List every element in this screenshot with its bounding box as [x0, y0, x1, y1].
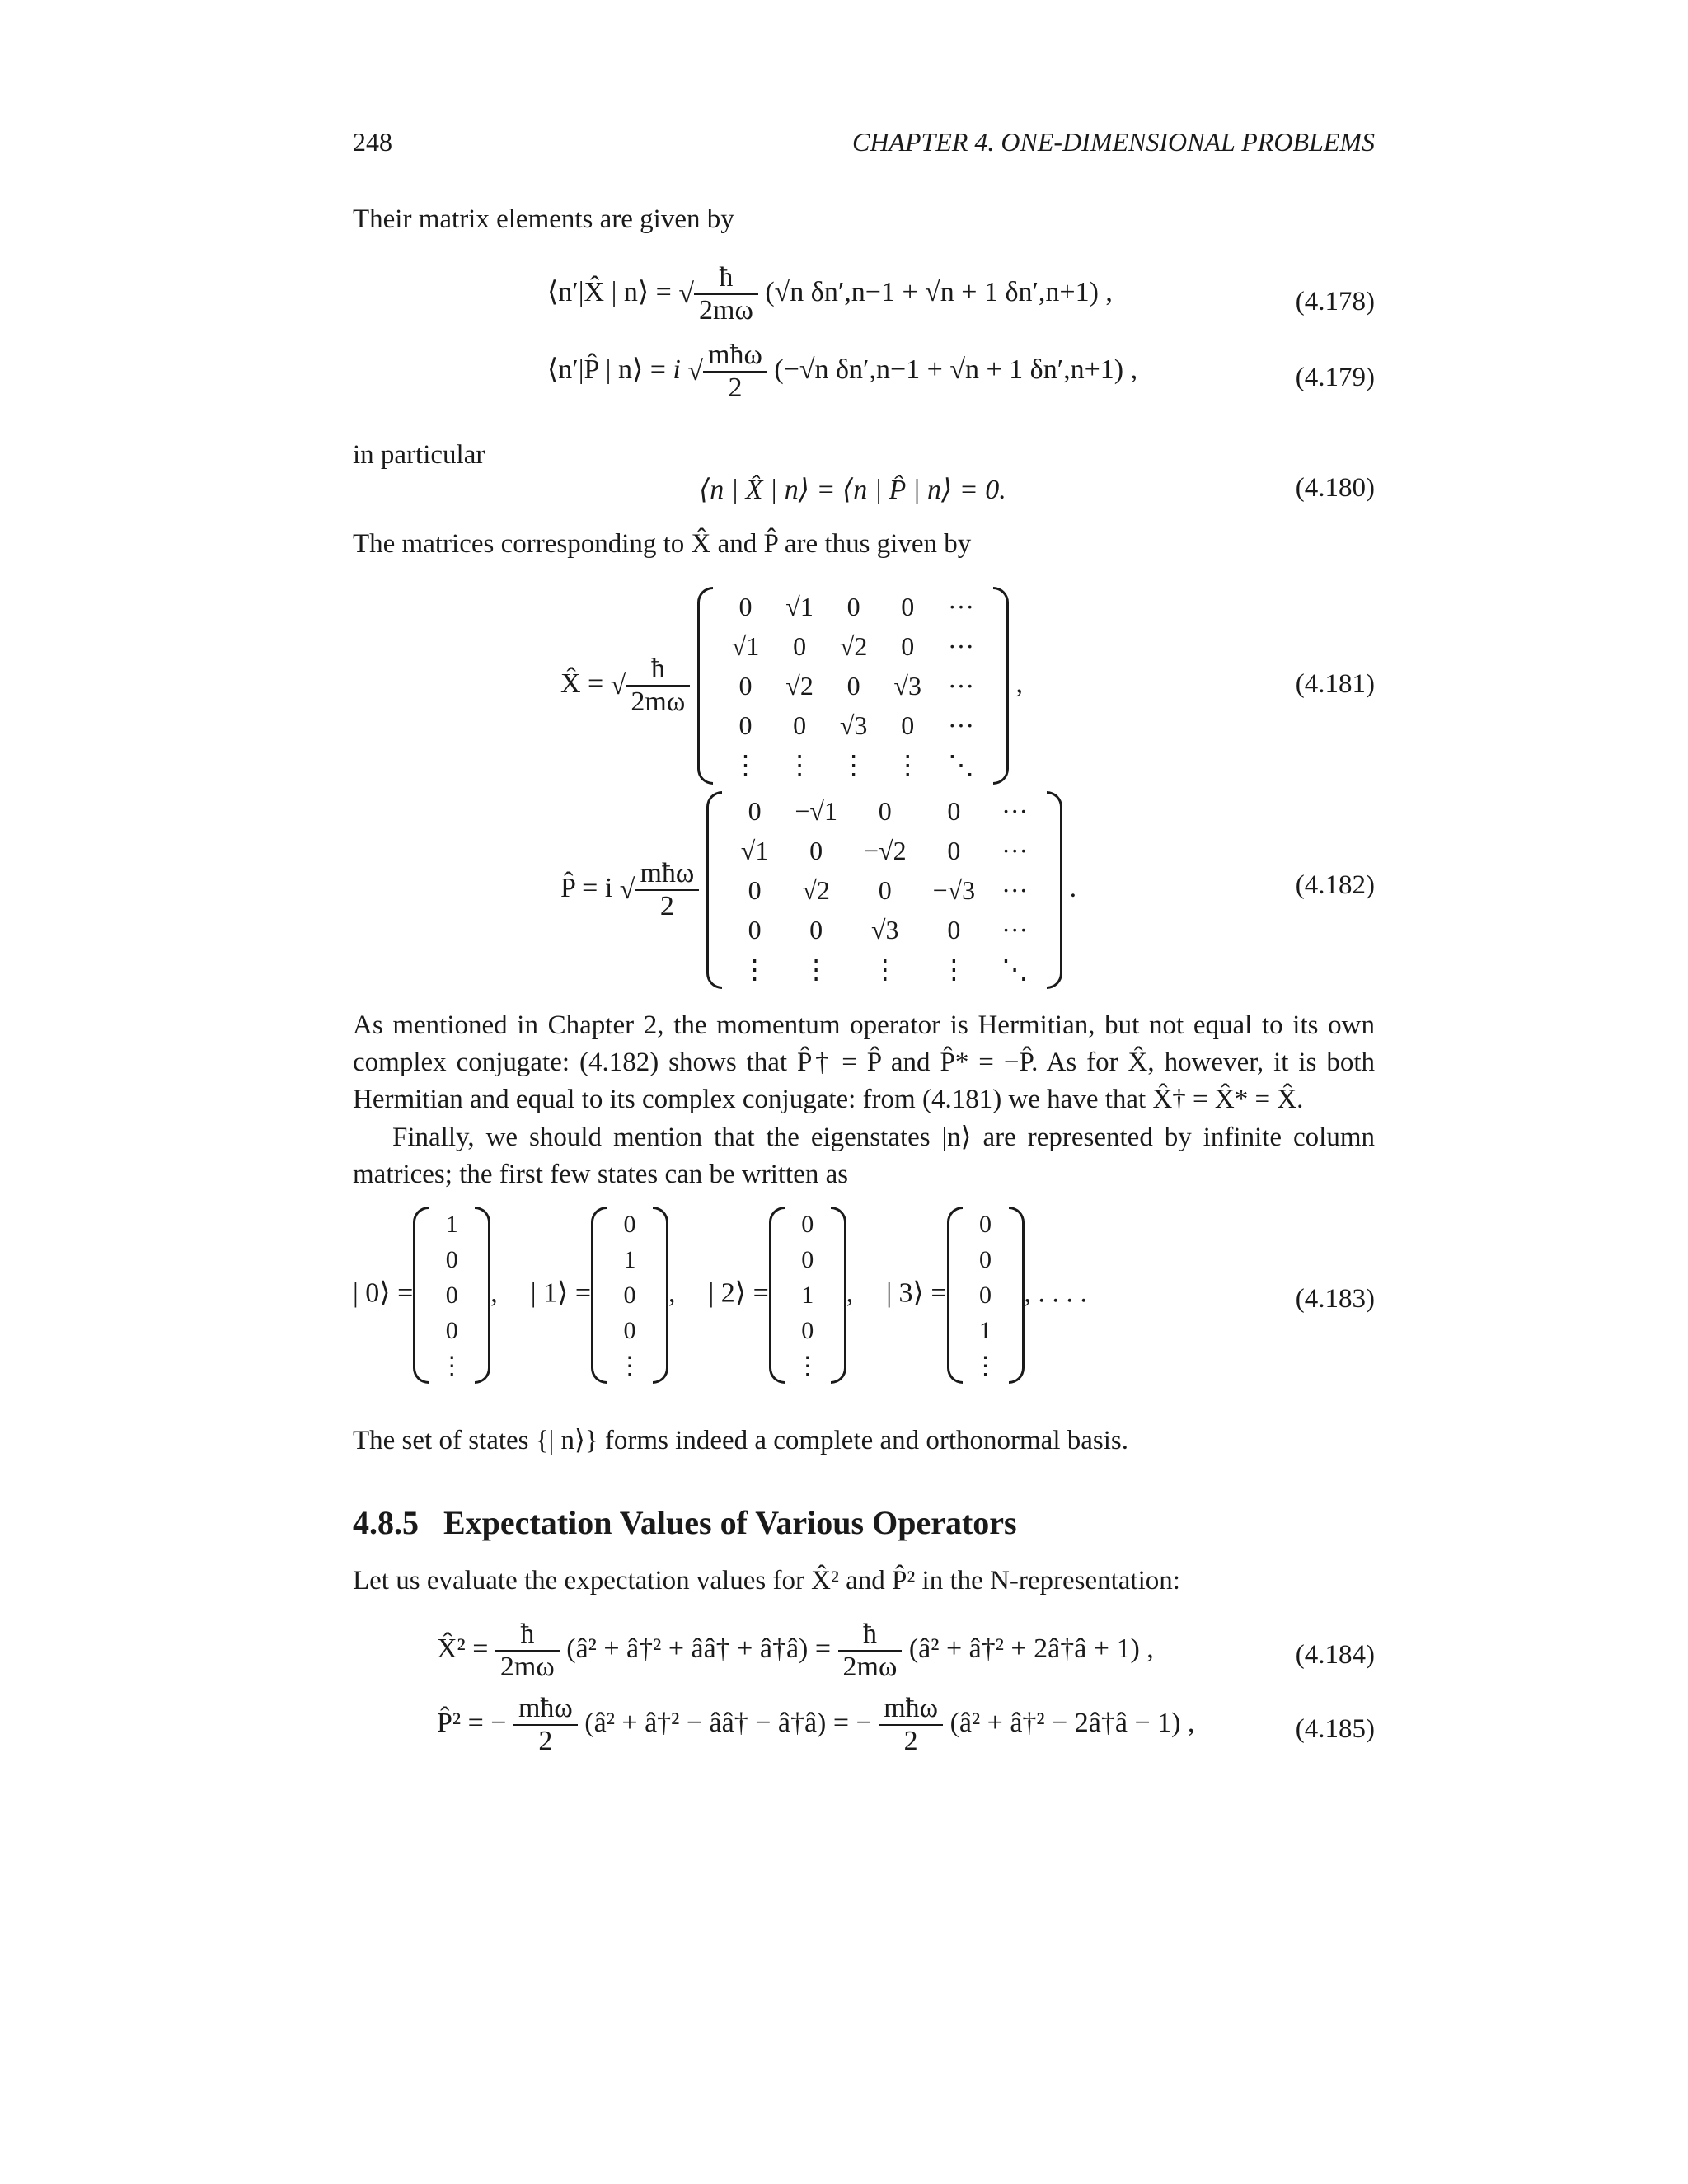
equation-4-181: X̂ = √ $\frac{ħ}{2m\omega}$ 0 √1 0 0 ··· √1 0 √2 0 ··· 0 √2 0 √3 ··· 0 0 √3 0 ··· ⋮ ⋮ ⋮ ⋮ ⋱ ,: [560, 587, 1023, 785]
matrix-x: [697, 587, 1009, 785]
matrix-cell: −√1: [795, 795, 837, 826]
matrix-cell: 0: [748, 795, 762, 826]
equation-number: (4.178): [1295, 287, 1375, 316]
column-vector: [591, 1207, 668, 1384]
matrix-cell: ···: [1001, 914, 1029, 944]
vector-entry: 0: [445, 1281, 458, 1309]
matrix-cell: √3: [839, 710, 868, 740]
matrix-cell: √3: [870, 914, 899, 944]
state-label: | 2⟩ =: [708, 1277, 769, 1309]
separator: ,: [668, 1277, 676, 1309]
matrix-cell: ···: [948, 630, 974, 661]
sqrt-sign: √: [687, 356, 704, 387]
equation-4-182: P̂ = i √ $\frac{\text{mħω}}{2}$ 0 −√1 0 0 ··· √1 0 −√2 0 ··· 0 √2 0 −√3 ··· 0 0 √3 0 ··· ⋮ ⋮ ⋮ ⋮ ⋱ .: [560, 791, 1076, 989]
matrix-cell: 0: [901, 591, 915, 621]
matrix-cell: ⋮: [741, 954, 768, 984]
matrix-cell: ⋱: [947, 750, 974, 780]
vector-entry: 0: [623, 1316, 636, 1344]
paragraph: Their matrix elements are given by: [353, 204, 734, 234]
matrix-cell: 0: [738, 710, 753, 740]
matrix-cell: 0: [738, 591, 753, 621]
matrix-cell: −√3: [932, 874, 976, 905]
matrix-cell: ⋮: [940, 954, 968, 984]
matrix-cell: 0: [793, 630, 807, 661]
vector-entry: 0: [979, 1210, 992, 1238]
state-label: | 1⟩ =: [530, 1277, 591, 1309]
matrix-cell: 0: [748, 914, 762, 944]
equation-number: (4.185): [1295, 1714, 1375, 1744]
fraction: $\frac{\text{mħω}}{2}$: [703, 340, 767, 404]
matrix-cell: √1: [731, 630, 760, 661]
matrix-cell: 0: [901, 630, 915, 661]
matrix-cell: ···: [948, 591, 974, 621]
column-vector: [947, 1207, 1025, 1384]
equation-number: (4.181): [1295, 669, 1375, 699]
matrix-cell: 0: [901, 710, 915, 740]
matrix-cell: 0: [878, 874, 892, 905]
equation-4-184: X̂² = $\frac{ħ}{2m\omega}$ (â² + â†² + ââ† + â†â) = $\frac{ħ}{2m\omega}$ (â² + â†² + 2â†â + 1) ,: [437, 1619, 1154, 1682]
matrix-cell: 0: [846, 591, 860, 621]
matrix-cell: √2: [802, 874, 830, 905]
column-vector: [413, 1207, 490, 1384]
matrix-cell: ···: [948, 670, 974, 701]
paragraph: in particular: [353, 440, 485, 470]
equation-4-183: [353, 1207, 1087, 1384]
fraction: $\frac{ħ}{2m\omega}$: [626, 654, 690, 718]
vector-entry: 0: [445, 1316, 458, 1344]
matrix-cell: ···: [948, 710, 974, 740]
state-label: | 3⟩ =: [886, 1277, 947, 1309]
vector-entry: 0: [801, 1210, 814, 1238]
matrix-cell: 0: [793, 710, 807, 740]
matrix-cell: 0: [846, 670, 860, 701]
state-vector: [353, 1207, 498, 1384]
eq-lhs: X̂ =: [560, 668, 604, 699]
page-number: 248: [353, 127, 392, 157]
matrix-cell: ⋮: [840, 750, 867, 780]
vector-entry: 0: [801, 1245, 814, 1273]
matrix-cell: ···: [1001, 835, 1029, 865]
matrix-cell: ⋮: [871, 954, 898, 984]
matrix-p: [706, 791, 1062, 989]
paragraph: The set of states {| n⟩} forms indeed a complete and orthonormal basis.: [353, 1426, 1128, 1455]
matrix-cell: √2: [839, 630, 868, 661]
equation-number: (4.179): [1295, 363, 1375, 392]
paragraph: Finally, we should mention that the eigenstates |n⟩ are represented by infinite column matrices; the first few states can be written as: [353, 1122, 1375, 1189]
fraction: $\frac{ħ}{2m\omega}$: [694, 262, 758, 326]
vector-entry: 0: [445, 1245, 458, 1273]
state-vector: [886, 1207, 1087, 1384]
fraction: $\frac{\text{mħω}}{2}$: [635, 858, 699, 922]
vector-entry: 1: [445, 1210, 458, 1238]
equation-number: (4.184): [1295, 1640, 1375, 1670]
vector-entry: ⋮: [439, 1352, 465, 1380]
matrix-cell: 0: [738, 670, 753, 701]
vector-entry: 1: [979, 1316, 992, 1344]
matrix-cell: 0: [947, 835, 961, 865]
vector-entry: 1: [801, 1281, 814, 1309]
vector-entry: ⋮: [617, 1352, 642, 1380]
matrix-cell: 0: [748, 874, 762, 905]
equation-number: (4.183): [1295, 1284, 1375, 1314]
section-heading: [353, 1503, 1017, 1542]
eq-lhs: ⟨n′|X̂ | n⟩: [547, 276, 649, 307]
vector-entry: 0: [623, 1210, 636, 1238]
vector-entry: ⋮: [973, 1352, 998, 1380]
matrix-cell: √1: [785, 591, 814, 621]
vector-entry: 0: [979, 1245, 992, 1273]
paragraph: As mentioned in Chapter 2, the momentum operator is Hermitian, but not equal to its own complex conjugate: (4.182) shows that P̂† = P̂ and P̂* = −P̂. As for X̂, however, it is both Hermitian and equal to its complex conjugate: from (4.181) we have that X̂† = X̂* = X̂.: [353, 1010, 1375, 1114]
state-vector: [709, 1207, 854, 1384]
separator: ,: [846, 1277, 854, 1309]
matrix-cell: ⋮: [894, 750, 921, 780]
running-header: CHAPTER 4. ONE-DIMENSIONAL PROBLEMS: [851, 127, 1375, 157]
sqrt-sign: √: [619, 874, 635, 905]
matrix-cell: √1: [740, 835, 769, 865]
sqrt-sign: √: [678, 279, 694, 309]
eq-rhs: (−√n δn′,n−1 + √n + 1 δn′,n+1) ,: [774, 354, 1138, 385]
matrix-cell: ···: [1001, 874, 1029, 905]
eq-lhs: P̂ = i: [560, 872, 613, 903]
matrix-cell: −√2: [863, 835, 907, 865]
state-label: | 0⟩ =: [353, 1277, 414, 1309]
paragraph: Let us evaluate the expectation values for X̂² and P̂² in the N-representation:: [353, 1566, 1180, 1596]
matrix-cell: ⋮: [732, 750, 759, 780]
equation-number: (4.182): [1295, 870, 1375, 900]
eq-rhs: (√n δn′,n−1 + √n + 1 δn′,n+1) ,: [765, 276, 1113, 307]
vector-entry: 1: [623, 1245, 636, 1273]
matrix-cell: ···: [1001, 795, 1029, 826]
matrix-cell: √3: [893, 670, 921, 701]
separator: , . . . .: [1024, 1277, 1087, 1309]
matrix-cell: ⋮: [786, 750, 814, 780]
equation-4-179: ⟨n′|P̂ | n⟩ = i √ $\frac{\text{mħω}}{2}$ (−√n δn′,n−1 + √n + 1 δn′,n+1) ,: [547, 340, 1138, 403]
sqrt-sign: √: [610, 670, 626, 701]
section-number: 4.8.5: [353, 1504, 419, 1541]
vector-entry: 0: [623, 1281, 636, 1309]
section-title: Expectation Values of Various Operators: [443, 1504, 1017, 1541]
matrix-cell: ⋱: [1001, 954, 1029, 984]
equation-4-185: P̂² = − $\frac{\text{mħω}}{2}$ (â² + â†² − ââ† − â†â) = − $\frac{\text{mħω}}{2}$ (â² + â†² − 2â†â − 1) ,: [437, 1693, 1195, 1756]
matrix-cell: 0: [809, 914, 823, 944]
fraction: $\frac{\text{mħω}}{2}$: [513, 1693, 578, 1757]
matrix-cell: ⋮: [803, 954, 830, 984]
fraction: $\frac{ħ}{2m\omega}$: [495, 1619, 560, 1683]
state-vector: [531, 1207, 676, 1384]
equation-4-178: ⟨n′|X̂ | n⟩ = √ $\frac{ħ}{2m\omega}$ (√n δn′,n−1 + √n + 1 δn′,n+1) ,: [547, 262, 1113, 326]
matrix-cell: 0: [947, 795, 961, 826]
vector-entry: ⋮: [795, 1352, 820, 1380]
matrix-cell: 0: [809, 835, 823, 865]
matrix-cell: √2: [785, 670, 814, 701]
vector-entry: 0: [979, 1281, 992, 1309]
matrix-cell: 0: [947, 914, 961, 944]
separator: ,: [490, 1277, 498, 1309]
matrix-cell: 0: [878, 795, 892, 826]
equation-number: (4.180): [1295, 473, 1375, 503]
column-vector: [769, 1207, 846, 1384]
vector-entry: 0: [801, 1316, 814, 1344]
eq-lhs: ⟨n′|P̂ | n⟩: [547, 354, 644, 385]
fraction: $\frac{\text{mħω}}{2}$: [879, 1693, 943, 1757]
fraction: $\frac{ħ}{2m\omega}$: [838, 1619, 903, 1683]
paragraph: The matrices corresponding to X̂ and P̂ are thus given by: [353, 529, 972, 559]
equation-4-180: ⟨n | X̂ | n⟩ = ⟨n | P̂ | n⟩ = 0.: [699, 475, 1006, 505]
